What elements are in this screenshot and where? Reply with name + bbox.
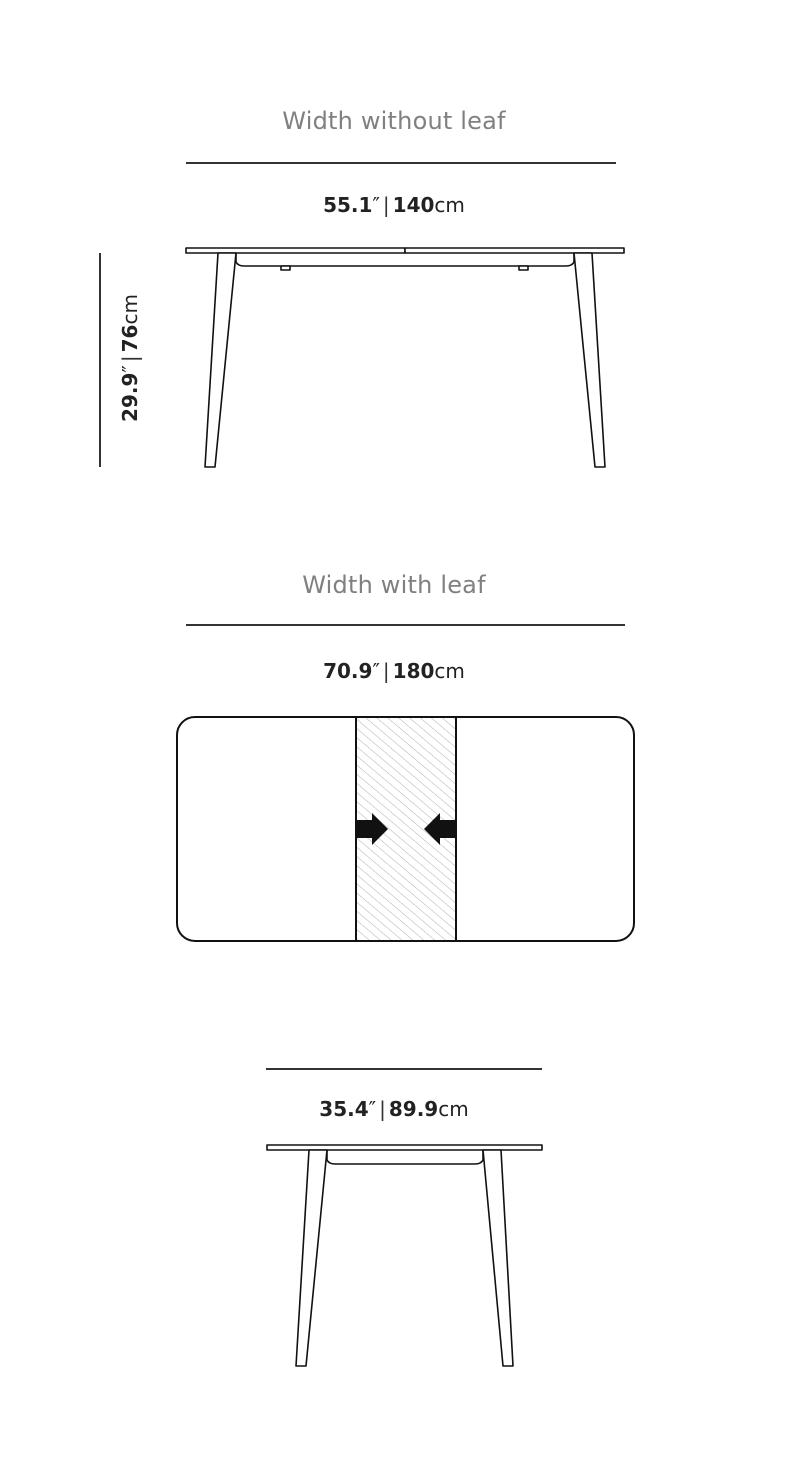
unit-separator: |	[382, 193, 390, 217]
width-measurement-with-leaf	[0, 659, 788, 683]
inch-unit: ″	[368, 1097, 377, 1121]
cm-unit: cm	[438, 1097, 469, 1121]
unit-separator: |	[118, 355, 142, 363]
heading-width-without-leaf: Width without leaf	[282, 107, 506, 135]
width-cm-value: 140	[392, 193, 435, 217]
inch-unit: ″	[372, 659, 380, 683]
apron	[236, 253, 574, 266]
inch-unit: ″	[372, 193, 380, 217]
depth-dimension-line	[266, 1068, 542, 1070]
height-inches-value: 29.9	[118, 372, 142, 422]
end-apron	[327, 1150, 483, 1164]
width-inches-value: 70.9	[323, 659, 373, 683]
table-end-elevation	[267, 1145, 542, 1366]
unit-separator: |	[379, 1097, 386, 1121]
leg-right	[574, 253, 605, 467]
leg-left	[205, 253, 236, 467]
inch-unit: ″	[118, 365, 142, 373]
cm-unit: cm	[118, 294, 142, 325]
end-leg-right	[483, 1150, 513, 1366]
depth-inches-value: 35.4	[319, 1097, 369, 1121]
cm-unit: cm	[434, 659, 465, 683]
bracket-left	[281, 266, 290, 270]
cm-unit: cm	[434, 193, 465, 217]
width-cm-value: 180	[392, 659, 435, 683]
table-front-elevation	[186, 248, 624, 467]
width-with-leaf-dimension-line	[186, 624, 625, 626]
depth-cm-value: 89.9	[388, 1097, 439, 1121]
heading-width-with-leaf: Width with leaf	[302, 571, 486, 599]
bracket-right	[519, 266, 528, 270]
depth-measurement	[0, 1097, 788, 1121]
unit-separator: |	[382, 659, 390, 683]
height-cm-value: 76	[118, 324, 142, 353]
width-inches-value: 55.1	[323, 193, 373, 217]
table-top-plan	[177, 717, 634, 941]
end-leg-left	[296, 1150, 327, 1366]
